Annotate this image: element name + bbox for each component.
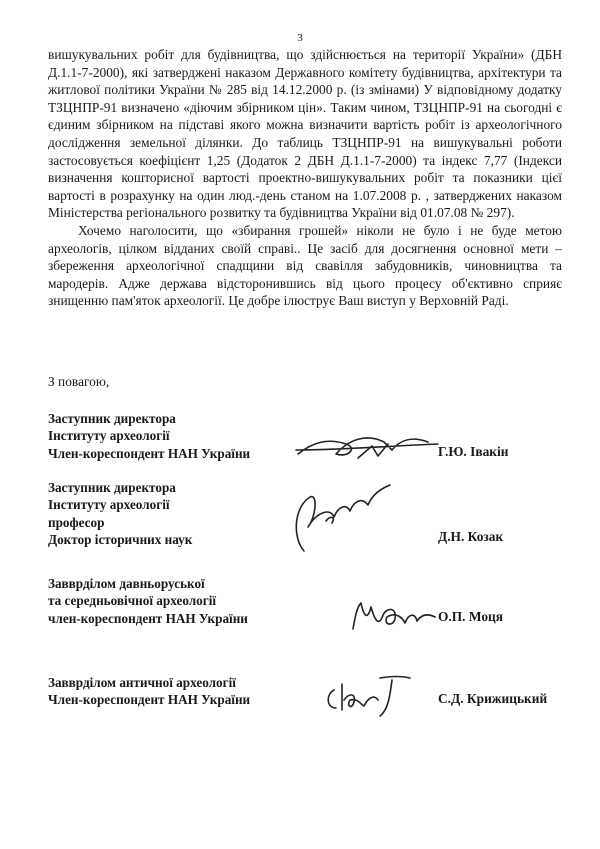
handwritten-signature: [320, 670, 420, 720]
title-line: Інституту археології: [48, 428, 170, 444]
closing-salutation: З повагою,: [48, 374, 110, 389]
signatory-name: Г.Ю. Івакін: [438, 444, 509, 459]
letter-body: [48, 46, 562, 310]
title-line: професор: [48, 514, 105, 530]
title-line: Член-кореспондент НАН України: [48, 692, 251, 708]
title-line: член-кореспондент НАН України: [48, 610, 248, 626]
title-line: Заступник директора: [48, 411, 176, 426]
handwritten-signature: [288, 424, 448, 469]
title-line: Інституту археології: [48, 497, 170, 513]
page-number: 3: [297, 32, 303, 44]
title-line: та середньовічної археології: [48, 593, 217, 609]
signatory-title: [48, 575, 248, 627]
handwritten-signature: [286, 477, 396, 557]
signatory-kozak: [48, 479, 568, 549]
paragraph-1: вишукувальних робіт для будівництва, що здійснюється на території України» (ДБН Д.1.1-7-2000), які затверджені наказом Державного комітету будівництва, архітектури та житлової політики України № 285 від 14.12.2000 р. (із змінами) У відповідному додатку ТЗЦНПР-91 визначено «діючим збірником цін». Таким чином, ТЗЦНПР-91 на сьогодні є єдиним збірником на підставі якого можна визначити вартість робіт із археологічного дослідження земельної ділянки. До таблиць ТЗЦНПР-91 на вишукувальні роботи застосовується коефіцієнт 1,25 (Додаток 2 ДБН Д.1.1-7-2000) та індекс 7,77 (Індекси визначення кошторисної вартості проектно-вишукувальних робіт та показники цієї вартості в розрахунку на один люд.-день станом на 1.07.2008 р. , затверджених наказом Міністерства регіонального розвитку та будівництва України від 01.07.08 № 297).: [48, 47, 562, 221]
signatory-ivakin: [48, 410, 568, 480]
title-line: Завврділом античної археології: [48, 675, 236, 690]
paragraph-2: Хочемо наголосити, що «збирання грошей» ніколи не було і не буде метою археологів, цілком відданих своїй справі.. Це засіб для досягнення основної мети – збереження археологічної спадщини від свавілля забудовників, чиновництва та мародерів. Адже держава відсторонившись від цього процесу об'єктивно сприяє знищенню пам'яток археології. Це добре ілюструє Ваш виступ у Верховній Раді.: [48, 222, 562, 309]
signatory-title: [48, 479, 192, 549]
signatory-name: О.П. Моця: [438, 609, 503, 624]
signatory-motsia: [48, 575, 568, 645]
title-line: Член-кореспондент НАН України: [48, 445, 251, 461]
handwritten-signature: [343, 593, 443, 638]
title-line: Доктор історичних наук: [48, 532, 193, 548]
signatory-name: С.Д. Крижицький: [438, 691, 548, 706]
title-line: Заступник директора: [48, 480, 176, 495]
signatory-title: [48, 410, 250, 462]
title-line: Завврділом давньоруської: [48, 576, 205, 591]
signatory-kryzhytskyi: [48, 674, 568, 744]
signatory-title: [48, 674, 250, 709]
signatory-name: Д.Н. Козак: [438, 529, 504, 544]
